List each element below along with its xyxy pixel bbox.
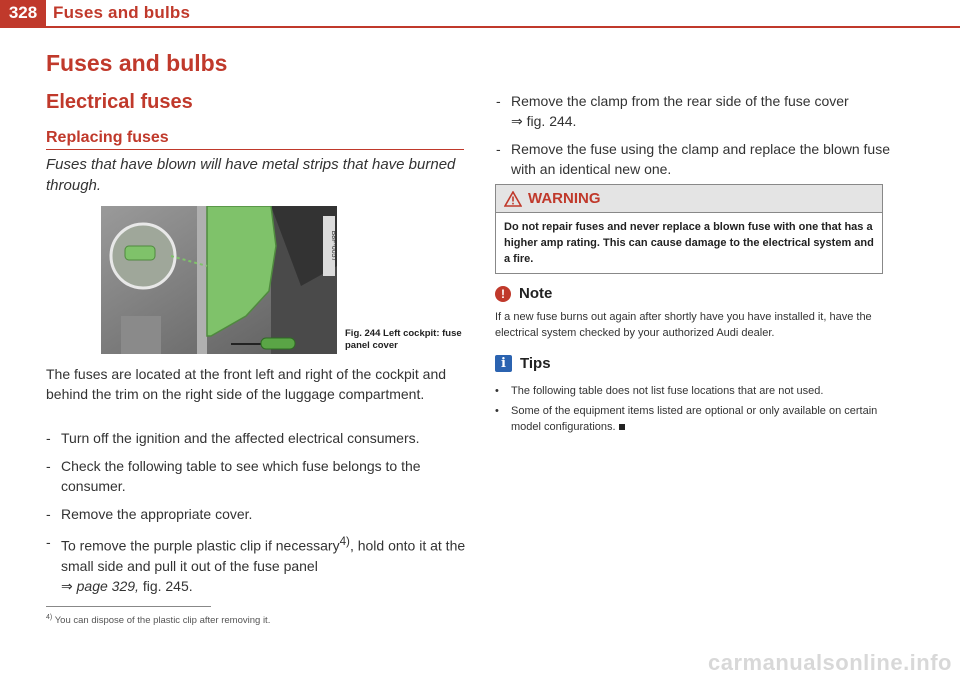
header-rule [0, 26, 960, 28]
step-text: Remove the clamp from the rear side of the fuse cover [511, 93, 849, 109]
note-title: Note [519, 285, 553, 302]
tip-item: • Some of the equipment items listed are optional or only available on certain model configurations. [495, 405, 878, 433]
step-item: - Check the following table to see which fuse belongs to the consumer. [46, 458, 421, 494]
figure-code: B8F-0057 [330, 230, 337, 262]
step-item: - Turn off the ignition and the affected electrical consumers. [46, 430, 420, 446]
tip-item: • The following table does not list fuse locations that are not used. [495, 385, 824, 397]
step-text: Remove the appropriate cover. [61, 506, 253, 522]
footnote-marker: 4) [46, 614, 53, 621]
step-text: To remove the purple plastic clip if necessary [61, 537, 340, 554]
watermark: carmanualsonline.info [708, 650, 952, 675]
figure-reference-link[interactable]: fig. 244. [526, 113, 577, 129]
step-item: - Remove the fuse using the clamp and replace the blown fuse with an identical new one. [496, 141, 891, 177]
subsection-title: Replacing fuses [46, 129, 169, 146]
note-header [495, 285, 552, 302]
section-title: Electrical fuses [46, 91, 193, 113]
step-text: Turn off the ignition and the affected electrical consumers. [61, 430, 420, 446]
page-reference-link[interactable]: page 329, [76, 577, 139, 594]
intro-text: Fuses that have blown will have metal strips that have burned through. [46, 156, 456, 194]
step-text: Remove the fuse using the clamp and replace the blown fuse with an identical new one. [511, 141, 891, 177]
arrow-icon: ⇒ [61, 577, 73, 594]
figure-caption [345, 328, 465, 352]
tips-list [495, 383, 891, 439]
figure-reference-link[interactable]: fig. 245. [142, 577, 193, 594]
left-steps-list [46, 428, 466, 596]
right-steps-list [496, 91, 892, 179]
end-of-section-marker [619, 424, 625, 430]
arrow-icon: ⇒ [511, 113, 523, 129]
warning-text: Do not repair fuses and never replace a blown fuse with one that has a higher amp rating. This can cause damage to the electrical system and a fire. [504, 221, 874, 265]
tip-text: The following table does not list fuse locations that are not used. [511, 385, 824, 397]
footnote-ref: 4) [339, 535, 350, 548]
info-icon: i [495, 355, 512, 372]
running-header: Fuses and bulbs [53, 3, 191, 22]
warning-triangle-icon [504, 191, 522, 207]
step-item: - Remove the appropriate cover. [46, 506, 253, 522]
footnote-text: You can dispose of the plastic clip after removing it. [54, 615, 271, 627]
tips-title: Tips [520, 355, 551, 372]
tips-header [495, 355, 551, 372]
footnote [46, 614, 270, 626]
figure-label: Fig. 244 [345, 328, 381, 339]
note-exclamation-icon: ! [495, 286, 511, 302]
chapter-title: Fuses and bulbs [46, 50, 228, 76]
figure-cockpit-fuse-cover [101, 206, 337, 354]
warning-box [495, 184, 883, 274]
subsection-rule [46, 149, 464, 150]
tip-text: Some of the equipment items listed are optional or only available on certain model configurations. [511, 405, 878, 433]
step-item: - To remove the purple plastic clip if necessary$^{4)}$, hold onto it at the small side and pull it out of the fuse panel ⇒ page 329, fig. 245. [46, 534, 466, 594]
page-number: 328 [0, 0, 46, 26]
step-item: - Remove the clamp from the rear side of the fuse cover ⇒ fig. 244. [496, 93, 849, 129]
cockpit-illustration [101, 206, 337, 354]
body-paragraph: The fuses are located at the front left and right of the cockpit and behind the trim on the right side of the luggage compartment. [46, 366, 447, 402]
warning-header [496, 185, 882, 213]
footnote-rule [46, 606, 211, 607]
step-text: Check the following table to see which fuse belongs to the consumer. [61, 458, 421, 494]
step-text-cont: , hold onto it at the small side and pull it out of the fuse panel [61, 537, 466, 574]
warning-title: WARNING [528, 190, 601, 207]
figure-caption-text: Left cockpit: fuse panel cover [345, 328, 462, 351]
note-text: If a new fuse burns out again after shortly have you have installed it, have the electrical system checked by your authorized Audi dealer. [495, 311, 872, 339]
